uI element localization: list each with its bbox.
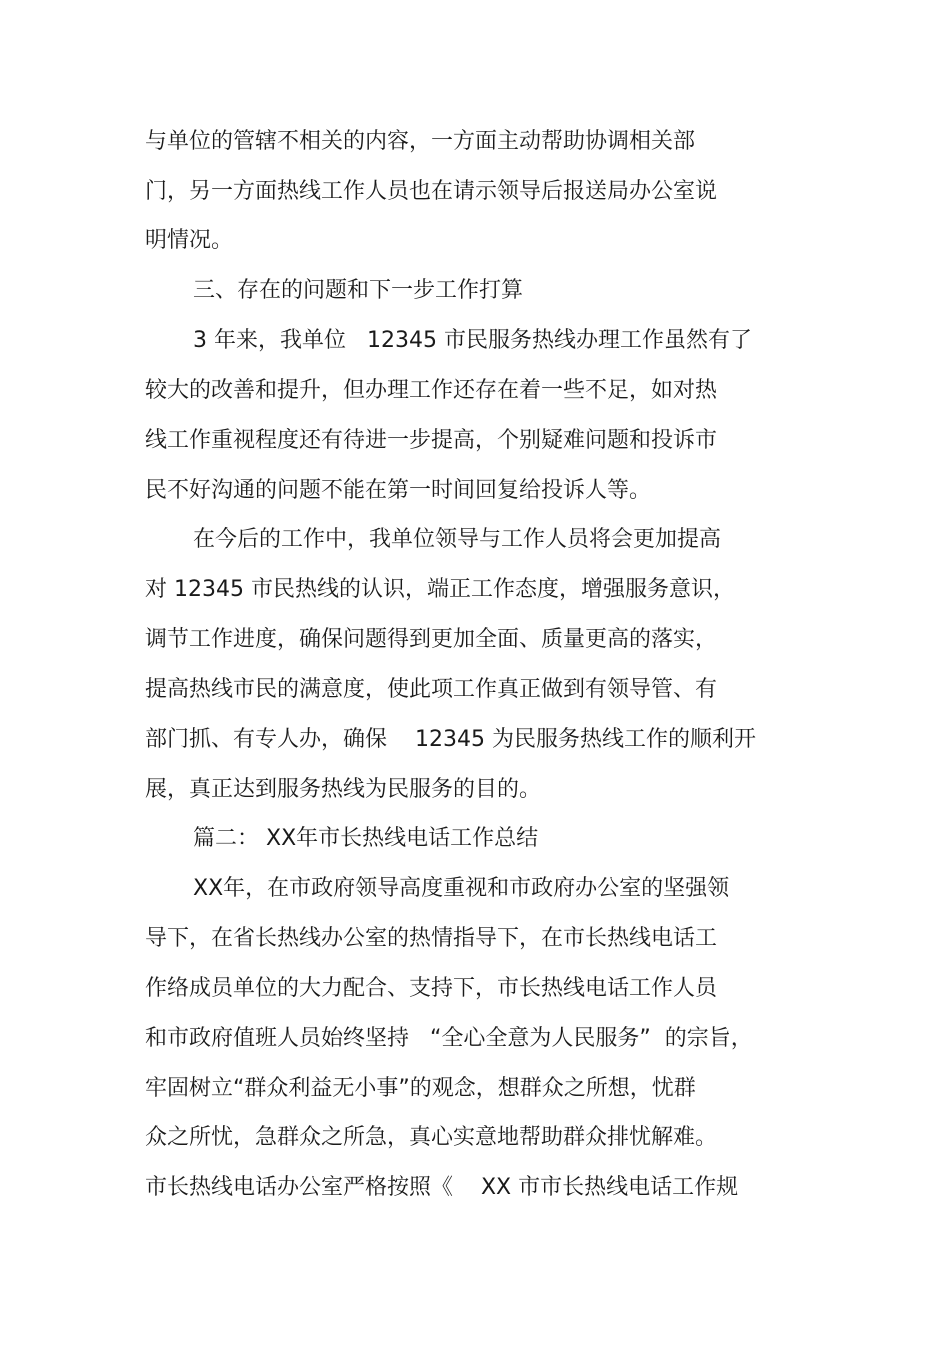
section-heading: 三、存在的问题和下一步工作打算 bbox=[193, 278, 524, 303]
text-line: 市长热线电话办公室严格按照《 XX 市市长热线电话工作规 bbox=[145, 1175, 739, 1200]
section-heading: 篇二： XX年市长热线电话工作总结 bbox=[193, 826, 539, 851]
text-line: 较大的改善和提升，但办理工作还存在着一些不足，如对热 bbox=[145, 378, 718, 403]
text-line: 对 12345 市民热线的认识，端正工作态度，增强服务意识， bbox=[145, 577, 735, 602]
text-line: 和市政府值班人员始终坚持 “全心全意为人民服务” 的宗旨， bbox=[145, 1026, 753, 1051]
text-line: 民不好沟通的问题不能在第一时间回复给投诉人等。 bbox=[145, 478, 652, 503]
text-line: 部门抓、有专人办，确保 12345 为民服务热线工作的顺利开 bbox=[145, 727, 756, 752]
text-line: 门，另一方面热线工作人员也在请示领导后报送局办公室说 bbox=[145, 179, 718, 204]
text-line: 在今后的工作中，我单位领导与工作人员将会更加提高 bbox=[193, 527, 722, 552]
text-line: 3 年来，我单位 12345 市民服务热线办理工作虽然有了 bbox=[193, 328, 752, 353]
text-line: 展，真正达到服务热线为民服务的目的。 bbox=[145, 777, 542, 802]
text-line: 众之所忧，急群众之所急，真心实意地帮助群众排忧解难。 bbox=[145, 1125, 718, 1150]
text-line: 导下，在省长热线办公室的热情指导下，在市长热线电话工 bbox=[145, 926, 718, 951]
text-line: 与单位的管辖不相关的内容，一方面主动帮助协调相关部 bbox=[145, 129, 696, 154]
text-line: 明情况。 bbox=[145, 228, 234, 253]
text-line: 调节工作进度，确保问题得到更加全面、质量更高的落实， bbox=[145, 627, 718, 652]
text-line: 线工作重视程度还有待进一步提高，个别疑难问题和投诉市 bbox=[145, 428, 718, 453]
text-line: 提高热线市民的满意度，使此项工作真正做到有领导管、有 bbox=[145, 677, 718, 702]
text-line: XX年，在市政府领导高度重视和市政府办公室的坚强领 bbox=[193, 876, 730, 901]
text-line: 作络成员单位的大力配合、支持下，市长热线电话工作人员 bbox=[145, 976, 718, 1001]
text-line: 牢固树立“群众利益无小事”的观念，想群众之所想，忧群 bbox=[145, 1076, 696, 1101]
